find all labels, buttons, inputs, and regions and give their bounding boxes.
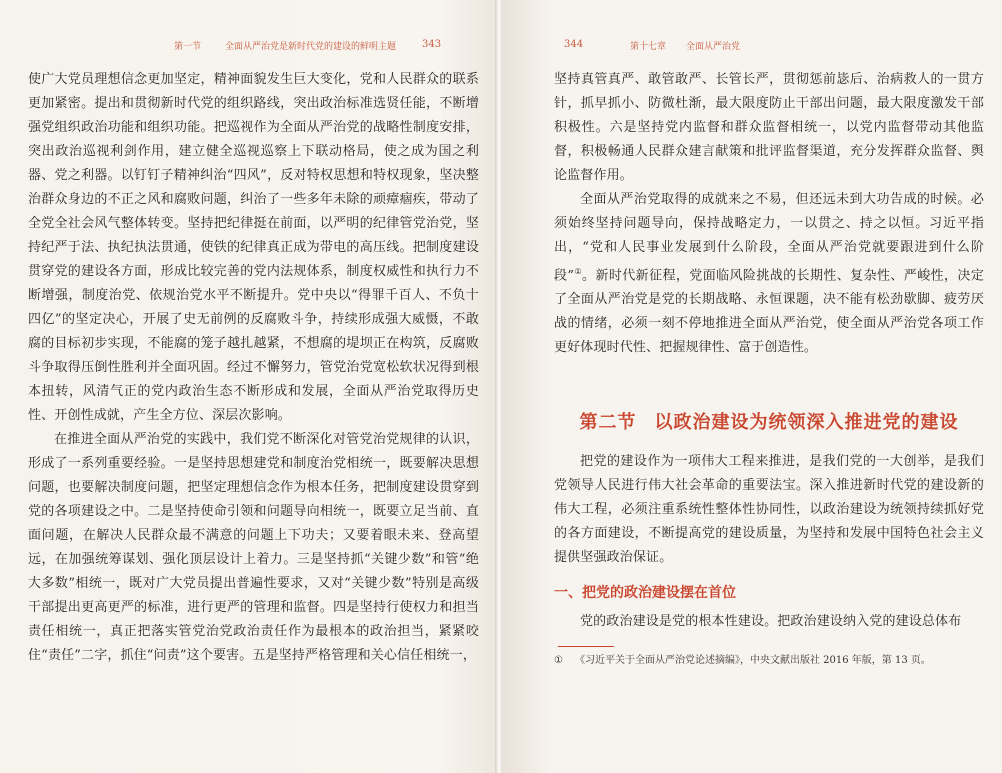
- left-running-header: [28, 20, 479, 52]
- quote-text: 全面从严治党取得的成就来之不易，但还远未到大功告成的时候。必须始终坚持问题导向，保持战略定力，一以贯之、持之以恒。习近平指出，“党和人民事业发展到什么阶段，全面从严治党就要跟进到什么阶段”: [554, 192, 984, 284]
- subsection-heading: 一、把党的政治建设摆在首位: [554, 585, 736, 602]
- body-paragraph: 使广大党员理想信念更加坚定，精神面貌发生巨大变化，党和人民群众的联系更加紧密。提出和贯彻新时代党的组织路线，突出政治标准选贤任能，不断增强党组织政治功能和组织功能。把巡视作为全面从严治党的战略性制度安排，突出政治巡视利剑作用，建立健全巡视巡察上下联动格局，使之成为国之利器、党之利器。以钉钉子精神纠治“四风”，反对特权思想和特权现象，坚决整治群众身边的不正之风和腐败问题，纠治了一些多年未除的顽瘴痼疾，带动了全党全社会风气整体转变。坚持把纪律挺在前面，以严明的纪律管党治党，坚持纪严于法、执纪执法贯通，使铁的纪律真正成为带电的高压线。把制度建设贯穿党的建设各方面，形成比较完善的党内法规体系，制度权威性和执行力不断增强，制度治党、依规治党水平不断提升。党中央以“得罪千百人、不负十四亿”的坚定决心，开展了史无前例的反腐败斗争，持续形成强大威慑，不敢腐的目标初步实现，不能腐的笼子越扎越紧，不想腐的堤坝正在构筑，反腐败斗争取得压倒性胜利并全面巩固。经过不懈努力，管党治党宽松软状况得到根本扭转，风清气正的党内政治生态不断形成和发展，全面从严治党取得历史性、开创性成就，产生全方位、深层次影响。: [28, 72, 479, 423]
- header-chapter-title: 全面从严治党: [686, 42, 741, 52]
- header-section-title: 全面从严治党是新时代党的建设的鲜明主题: [225, 42, 397, 52]
- right-running-header: [554, 20, 984, 52]
- footnote: [554, 653, 984, 669]
- body-paragraph: 党的政治建设是党的根本性建设。把政治建设纳入党的建设总体布: [580, 614, 962, 630]
- right-page-number: 344: [564, 39, 584, 50]
- footnote-reference: ①: [574, 267, 583, 276]
- body-paragraph: 坚持真管真严、敢管敢严、长管长严，贯彻惩前毖后、治病救人的一贯方针，抓早抓小、防微杜渐，最大限度防止干部出问题，最大限度激发干部积极性。六是坚持党内监督和群众监督相统一，以党内监督带动其他监督，积极畅通人民群众建言献策和批评监督渠道，充分发挥群众监督、舆论监督作用。: [554, 72, 984, 183]
- left-page-number: 343: [422, 39, 442, 50]
- body-paragraph: 在推进全面从严治党的实践中，我们党不断深化对管党治党规律的认识，形成了一系列重要经验。一是坚持思想建党和制度治党相统一，既要解决思想问题，也要解决制度问题，把坚定理想信念作为根本任务，把制度建设贯穿到党的各项建设之中。二是坚持使命引领和问题导向相统一，既要立足当前、直面问题，在解决人民群众最不满意的问题上下功夫；又要着眼未来、登高望远，在加强统筹谋划、强化顶层设计上着力。三是坚持抓“关键少数”和管“绝大多数”相统一，既对广大党员提出普遍性要求，又对“关键少数”特别是高级干部提出更高更严的标准，进行更严的管理和监督。四是坚持行使权力和担当责任相统一，真正把落实管党治党政治责任作为最根本的政治担当，紧紧咬住“责任”二字，抓住“问责”这个要害。五是坚持严格管理和关心信任相统一，: [28, 432, 479, 663]
- section-heading: [554, 408, 984, 434]
- footnote-mark: ①: [554, 655, 563, 667]
- section-number: 第二节: [579, 412, 637, 434]
- header-section-label: 第一节: [174, 42, 202, 52]
- body-paragraph: [554, 188, 984, 360]
- right-page: [502, 0, 1002, 773]
- paragraph-continuation: 。新时代新征程，党面临风险挑战的长期性、复杂性、严峻性，决定了全面从严治党是党的长期战略、永恒课题，决不能有松劲歇脚、疲劳厌战的情绪，必须一刻不停地推进全面从严治党，使全面从严治党各项工作更好体现时代性、把握规律性、富于创造性。: [554, 268, 984, 356]
- right-page-body: [554, 68, 984, 669]
- left-page-body: [28, 68, 479, 668]
- footnote-text: 《习近平关于全面从严治党论述摘编》，中央文献出版社 2016 年版，第 13 页。: [574, 655, 931, 667]
- left-page: [0, 0, 497, 773]
- section-title: 以政治建设为统领深入推进党的建设: [654, 412, 959, 434]
- footnote-divider: [558, 646, 614, 647]
- body-paragraph: 把党的建设作为一项伟大工程来推进，是我们党的一大创举，是我们党领导人民进行伟大社会革命的重要法宝。深入推进新时代党的建设新的伟大工程，必须注重系统性整体性协同性，以政治建设为统领持续抓好党的各方面建设，不断提高党的建设质量，为坚持和发展中国特色社会主义提供坚强政治保证。: [554, 454, 984, 566]
- header-chapter-label: 第十七章: [630, 42, 667, 52]
